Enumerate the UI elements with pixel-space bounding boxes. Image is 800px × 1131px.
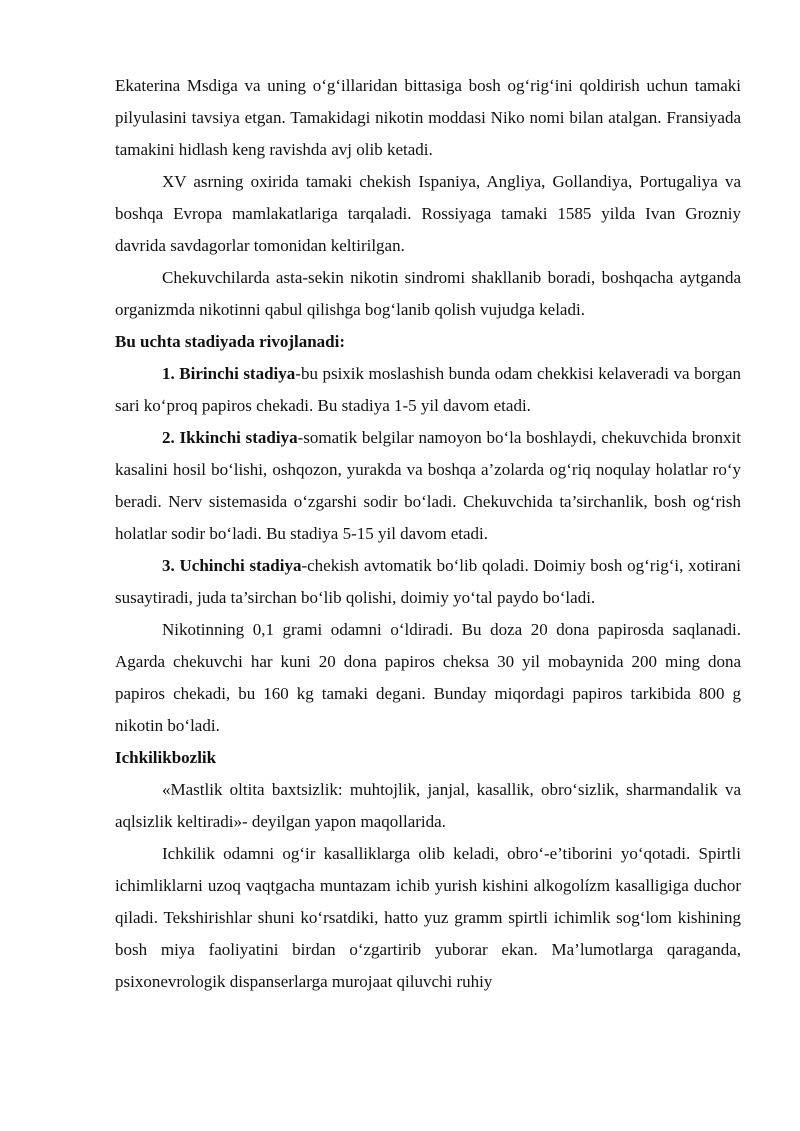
paragraph-alcohol-effects: Ichkilik odamni og‘ir kasalliklarga olib keladi, obro‘-e’tiborini yo‘qotadi. Spirtli ichimliklarni uzoq vaqtgacha muntazam ichib yurish kishini alkogolízm kasalligiga duchor qiladi. Tekshirishlar shuni ko‘rsatdiki, hatto yuz gramm spirtli ichimlik sog‘lom kishining bosh miya faoliyatini birdan o‘zgartirib yuborar ekan. Ma’lumotlarga qaraganda, psixonevrologik dispanserlarga murojaat qiluvchi ruhiy [115,844,741,991]
heading-stages: Bu uchta stadiyada rivojlanadi: [115,332,346,351]
paragraph-nicotine-dose: Nikotinning 0,1 grami odamni o‘ldiradi. Bu doza 20 dona papirosda saqlanadi. Agarda chekuvchi har kuni 20 dona papiros cheksa 30 yil mobaynida 200 ming dona papiros chekadi, bu 160 kg tamaki degani. Bunday miqordagi papiros tarkibida 800 g nikotin bo‘ladi. [115,620,741,735]
stage-one-text: -bu psixik moslashish bunda odam chekkisi kelaveradi va borgan sari ko‘proq papiros chekadi. Bu stadiya 1-5 yil davom etadi. [115,364,741,415]
stage-two [115,422,741,550]
stage-one [115,358,741,422]
paragraph-spread-europe: XV asrning oxirida tamaki chekish Ispaniya, Angliya, Gollandiya, Portugaliya va boshqa Evropa mamlakatlariga tarqaladi. Rossiyaga tamaki 1585 yilda Ivan Grozniy davrida savdagorlar tomonidan keltirilgan. [115,172,741,255]
stage-three [115,550,741,614]
stage-two-label: 2. Ikkinchi stadiya [162,428,298,447]
paragraph-nicotine-syndrome: Chekuvchilarda asta-sekin nikotin sindromi shakllanib boradi, boshqacha aytganda organizmda nikotinni qabul qilishga bog‘lanib qolish vujudga keladi. [115,268,741,319]
paragraph-japanese-proverb: «Mastlik oltita baxtsizlik: muhtojlik, janjal, kasallik, obro‘sizlik, sharmandalik va aqlsizlik keltiradi»- deyilgan yapon maqollarida. [115,780,741,831]
stage-three-label: 3. Uchinchi stadiya [162,556,302,575]
heading-alcohol: Ichkilikbozlik [115,748,217,767]
document-page [115,70,741,998]
stage-one-label: 1. Birinchi stadiya [162,364,296,383]
stage-three-text: -chekish avtomatik bo‘lib qoladi. Doimiy bosh og‘rig‘i, xotirani susaytiradi, juda ta’sirchan bo‘lib qolishi, doimiy yo‘tal paydo bo‘ladi. [115,556,741,607]
paragraph-catherine: Ekaterina Msdiga va uning o‘g‘illaridan bittasiga bosh og‘rig‘ini qoldirish uchun tamaki pilyulasini tavsiya etgan. Tamakidagi nikotin moddasi Niko nomi bilan atalgan. Fransiyada tamakini hidlash keng ravishda avj olib ketadi. [115,76,741,159]
stage-two-text: -somatik belgilar namoyon bo‘la boshlaydi, chekuvchida bronxit kasalini hosil bo‘lishi, oshqozon, yurakda va boshqa a’zolarda og‘riq noqulay holatlar ro‘y beradi. Nerv sistemasida o‘zgarshi sodir bo‘ladi. Chekuvchida ta’sirchanlik, bosh og‘rish holatlar sodir bo‘ladi. Bu stadiya 5-15 yil davom etadi. [115,428,741,543]
